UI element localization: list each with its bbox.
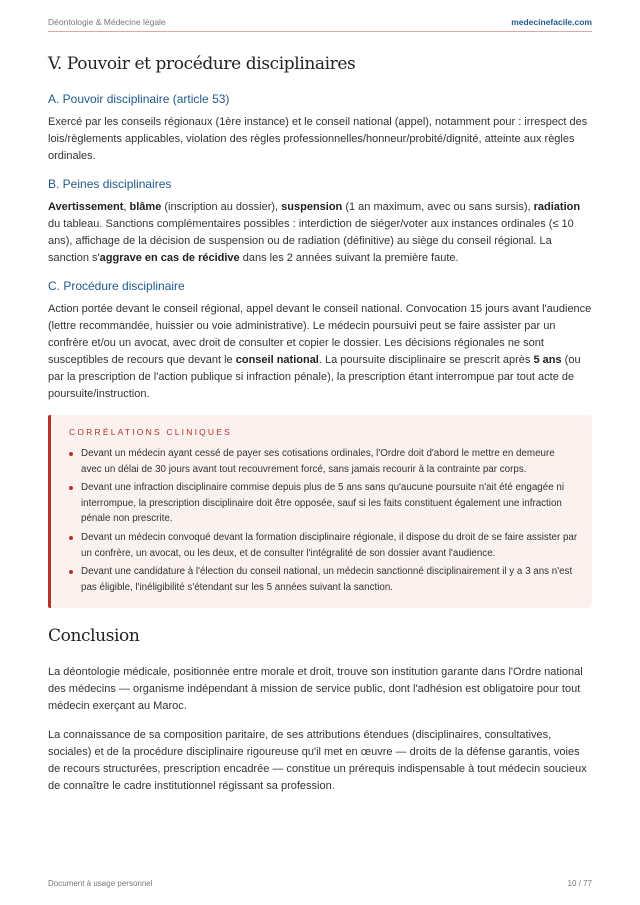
list-item: Devant un médecin ayant cessé de payer ses cotisations ordinales, l'Ordre doit d'abord le mettre en demeure avec un délai de 30 jours avant tout recouvrement forcé, sans jamais recourir à la contrainte par corps. xyxy=(69,446,578,477)
main-content xyxy=(48,54,592,807)
bold-term: suspension xyxy=(281,201,343,213)
section-title: V. Pouvoir et procédure disciplinaires xyxy=(48,54,356,74)
bold-term: conseil national xyxy=(235,354,319,366)
bold-term: Avertissement xyxy=(48,201,124,213)
conclusion-paragraph-1: La déontologie médicale, positionnée entre morale et droit, trouve son institution garante dans l'Ordre national des médecins — organisme indépendant à mission de service public, dont l'adhésion est obligatoire pour tout médecin exerçant au Maroc. xyxy=(48,666,583,713)
page-number: 10 / 77 xyxy=(567,879,592,888)
header-title: Déontologie & Médecine légale xyxy=(48,17,166,27)
page-header xyxy=(48,14,592,30)
bold-term: blâme xyxy=(129,201,162,213)
footer-note: Document à usage personnel xyxy=(48,879,153,888)
subsection-b-heading: B. Peines disciplinaires xyxy=(48,177,172,191)
conclusion-paragraph-2: La connaissance de sa composition paritaire, de ses attributions étendues (disciplinaires, consultatives, sociales) et de la procédure disciplinaire rigoureuse qu'il met en œuvre — droits de la défense garantis, voies de recours structurées, prescription encadrée — constitue un prérequis indispensable à tout médecin soucieux de connaître le cadre institutionnel régissant sa profession. xyxy=(48,729,587,793)
list-item: Devant une candidature à l'élection du conseil national, un médecin sanctionné disciplinairement il y a 3 ans n'est pas éligible, l'inéligibilité s'étendant sur les 5 années suivant la sanction. xyxy=(69,564,578,595)
bullet-icon xyxy=(69,570,73,574)
callout-title: CORRÉLATIONS CLINIQUES xyxy=(69,427,233,437)
header-divider xyxy=(48,31,592,32)
conclusion-title: Conclusion xyxy=(48,626,140,647)
subsection-c-heading: C. Procédure disciplinaire xyxy=(48,279,185,293)
subsection-b-text: Avertissement, blâme (inscription au dossier), suspension (1 an maximum, avec ou sans sursis), radiation du tableau. Sanctions complémentaires possibles : interdiction de siéger/voter aux instances ordinales (≤ 10 ans), affichage de la décision de suspension ou de radiation (définitive) au siège du conseil régional. La sanction s'aggrave en cas de récidive dans les 2 années suivant la première faute. xyxy=(48,201,581,264)
subsection-a-text: Exercé par les conseils régionaux (1ère instance) et le conseil national (appel), notamment pour : irrespect des lois/règlements applicables, violation des règles professionnelles/honneur/probité/dignité, atteinte aux règles ordinales. xyxy=(48,116,588,162)
callout-list xyxy=(69,446,578,595)
bullet-icon xyxy=(69,452,73,456)
list-item: Devant une infraction disciplinaire commise depuis plus de 5 ans sans qu'aucune poursuite n'ait été engagée ni interrompue, la prescription disciplinaire doit être opposée, sauf si les faits constituent également une infraction pénale non prescrite. xyxy=(69,480,578,527)
bold-term: radiation xyxy=(533,201,581,213)
clinical-correlations-box xyxy=(48,415,592,608)
bullet-icon xyxy=(69,536,73,540)
bullet-icon xyxy=(69,486,73,490)
page-footer xyxy=(48,879,592,888)
subsection-a-heading: A. Pouvoir disciplinaire (article 53) xyxy=(48,92,230,106)
header-site-link[interactable]: medecinefacile.com xyxy=(511,17,592,27)
bold-term: 5 ans xyxy=(533,354,562,366)
subsection-c-text: Action portée devant le conseil régional, appel devant le conseil national. Convocation 15 jours avant l'audience (lettre recommandée, huissier ou voie administrative). Le médecin poursuivi peut se faire assister par un confrère et/ou un avocat, avec droit de consulter et copier le dossier. Les décisions régionales ne sont susceptibles de recours que devant le conseil national. La poursuite disciplinaire se prescrit après 5 ans (ou par la prescription de l'action publique si infraction pénale), la prescription étant interrompue par tout acte de poursuite/instruction. xyxy=(48,303,592,400)
list-item: Devant un médecin convoqué devant la formation disciplinaire régionale, il dispose du droit de se faire assister par un confrère, un avocat, ou les deux, et de consulter l'intégralité de son dossier avant l'audience. xyxy=(69,530,578,561)
bold-term: aggrave en cas de récidive xyxy=(99,252,240,264)
